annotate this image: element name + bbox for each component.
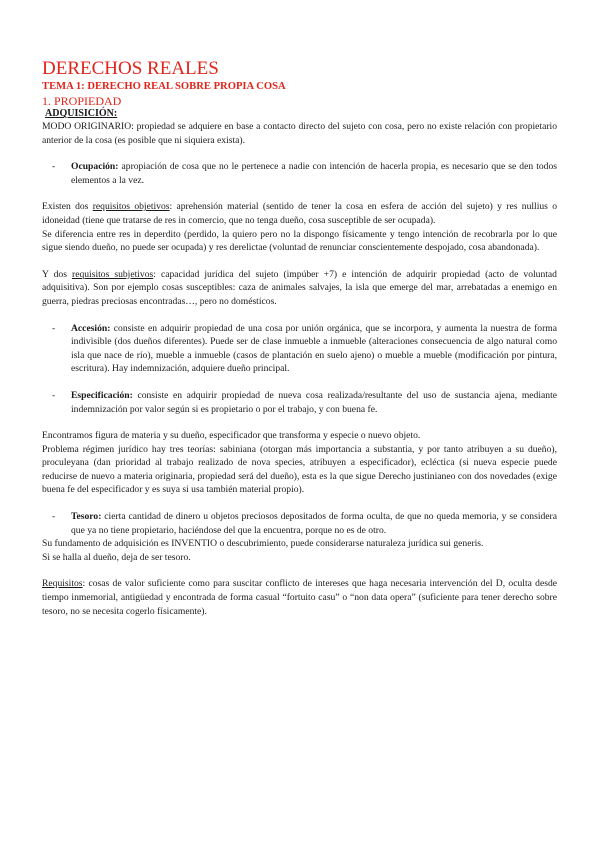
term-accesion: Accesión:	[71, 322, 111, 334]
dash-marker: -	[52, 161, 56, 173]
paragraph-fundamento: Su fundamento de adquisición es INVENTIO o descubrimiento, puede considerarse naturaleza jurídica sui generis.	[42, 538, 484, 550]
paragraph-requisitos-objetivos	[42, 200, 557, 227]
req-post: : cosas de valor suficiente como para suscitar conflicto de intereses que haga necesaria intervención del D, oculta desde tiempo inmemorial, antigüedad y encontrada de forma casual “fortuito casu” o “non data opera” (suficiente para tener derecho sobre tesoro, no se necesita cogerlo físicamente).	[42, 578, 557, 617]
bullet-tesoro	[42, 510, 557, 537]
document-title: DERECHOS REALES	[42, 58, 219, 79]
text-tesoro: cierta cantidad de dinero u objetos preciosos depositados de forma oculta, de que no queda memoria, y se considera que ya no tiene propietario, haciéndose del que la encuentra, porque no es de otro.	[71, 511, 557, 536]
paragraph-dueno: Si se halla al dueño, deja de ser tesoro.	[42, 551, 191, 563]
subj-underlined: requisitos subjetivos	[72, 268, 154, 280]
term-ocupacion: Ocupación:	[71, 161, 119, 173]
obj-post: : aprehensión material (sentido de tener la cosa en esfera de acción del sujeto) y res nullius o idoneidad (tiene que tratarse de res in comercio, que no tenga dueño, cosa susceptible de ser ocupada).	[42, 201, 557, 226]
tema-heading: TEMA 1: DERECHO REAL SOBRE PROPIA COSA	[42, 81, 286, 92]
paragraph-materia: Encontramos figura de materia y su dueño, especificador que transforma y especie o nuevo objeto.	[42, 430, 421, 442]
section-heading: 1. PROPIEDAD	[42, 94, 122, 108]
obj-underlined: requisitos objetivos	[92, 201, 170, 213]
document-body	[42, 58, 557, 618]
dash-marker: -	[52, 389, 56, 401]
req-underlined: Requisitos	[42, 578, 83, 590]
subj-post: : capacidad jurídica del sujeto (impúber +7) e intención de adquirir propiedad (acto de voluntad adquisitiva). Son por ejemplo cosas susceptibles: caza de animales salvajes, la isla que emerge del mar, arrebatadas a enemigo en guerra, piedras preciosas encontradas…, pero no domésticos.	[42, 268, 557, 307]
text-ocupacion: apropiación de cosa que no le pertenece a nadie con intención de hacerla propia, es necesario que se den todos elementos a la vez.	[71, 161, 557, 186]
term-especificacion: Especificación:	[71, 389, 133, 401]
bullet-accesion	[42, 322, 557, 376]
bullet-ocupacion	[42, 160, 557, 187]
dash-marker: -	[52, 322, 56, 334]
subj-pre: Y dos	[42, 268, 72, 280]
paragraph-problema: Problema régimen jurídico hay tres teorías: sabiniana (otorgan más importancia a substantia, y por tanto atribuyen a su dueño), proculeyana (dan prioridad al trabajo realizado de nova species, atribuyen a especificador), ecléctica (si nueva especie puede reducirse de nuevo a materia originaria, propiedad será del dueño), esta es la que sigue Derecho justinianeo con dos novedades (exige buena fe del especificador y es suya si usa también material propio).	[42, 443, 557, 496]
text-especificacion: consiste en adquirir propiedad de nueva cosa realizada/resultante del uso de sustancia ajena, mediante indemnización por valor según si es propietario o por el trabajo, y con buena fe.	[71, 389, 557, 415]
paragraph-deperdito: Se diferencia entre res in deperdito (perdido, la quiero pero no la dispongo físicamente y tengo intención de recobrarla por lo que sigue siendo dueño, no puede ser ocupada) y res derelictae (voluntad de renunciar conscientemente despojado, cosa abandonada).	[42, 228, 557, 254]
bullet-especificacion	[42, 389, 557, 416]
paragraph-requisitos-tesoro	[42, 577, 557, 618]
dash-marker: -	[52, 511, 56, 523]
obj-pre: Existen dos	[42, 201, 93, 213]
text-accesion: consiste en adquirir propiedad de una cosa por unión orgánica, que se incorpora, y aumenta la nuestra de forma indivisible (dos dueños diferentes). Puede ser de clase inmueble a inmueble (alteraciones consecuencia de algo natural como isla que nace de río), mueble a inmueble (casos de plantación en suelo ajeno) o mueble a mueble (modificación por pintura, escritura). Hay indemnización, adquiere dueño principal.	[71, 322, 557, 375]
paragraph-modo-originario: MODO ORIGINARIO: propiedad se adquiere en base a contacto directo del sujeto con cosa, pero no existe relación con propietario anterior de la cosa (es posible que ni siquiera exista).	[42, 121, 557, 146]
term-tesoro: Tesoro:	[71, 511, 102, 523]
subsection-heading: ADQUISICIÓN:	[45, 108, 118, 119]
paragraph-requisitos-subjetivos	[42, 268, 557, 309]
